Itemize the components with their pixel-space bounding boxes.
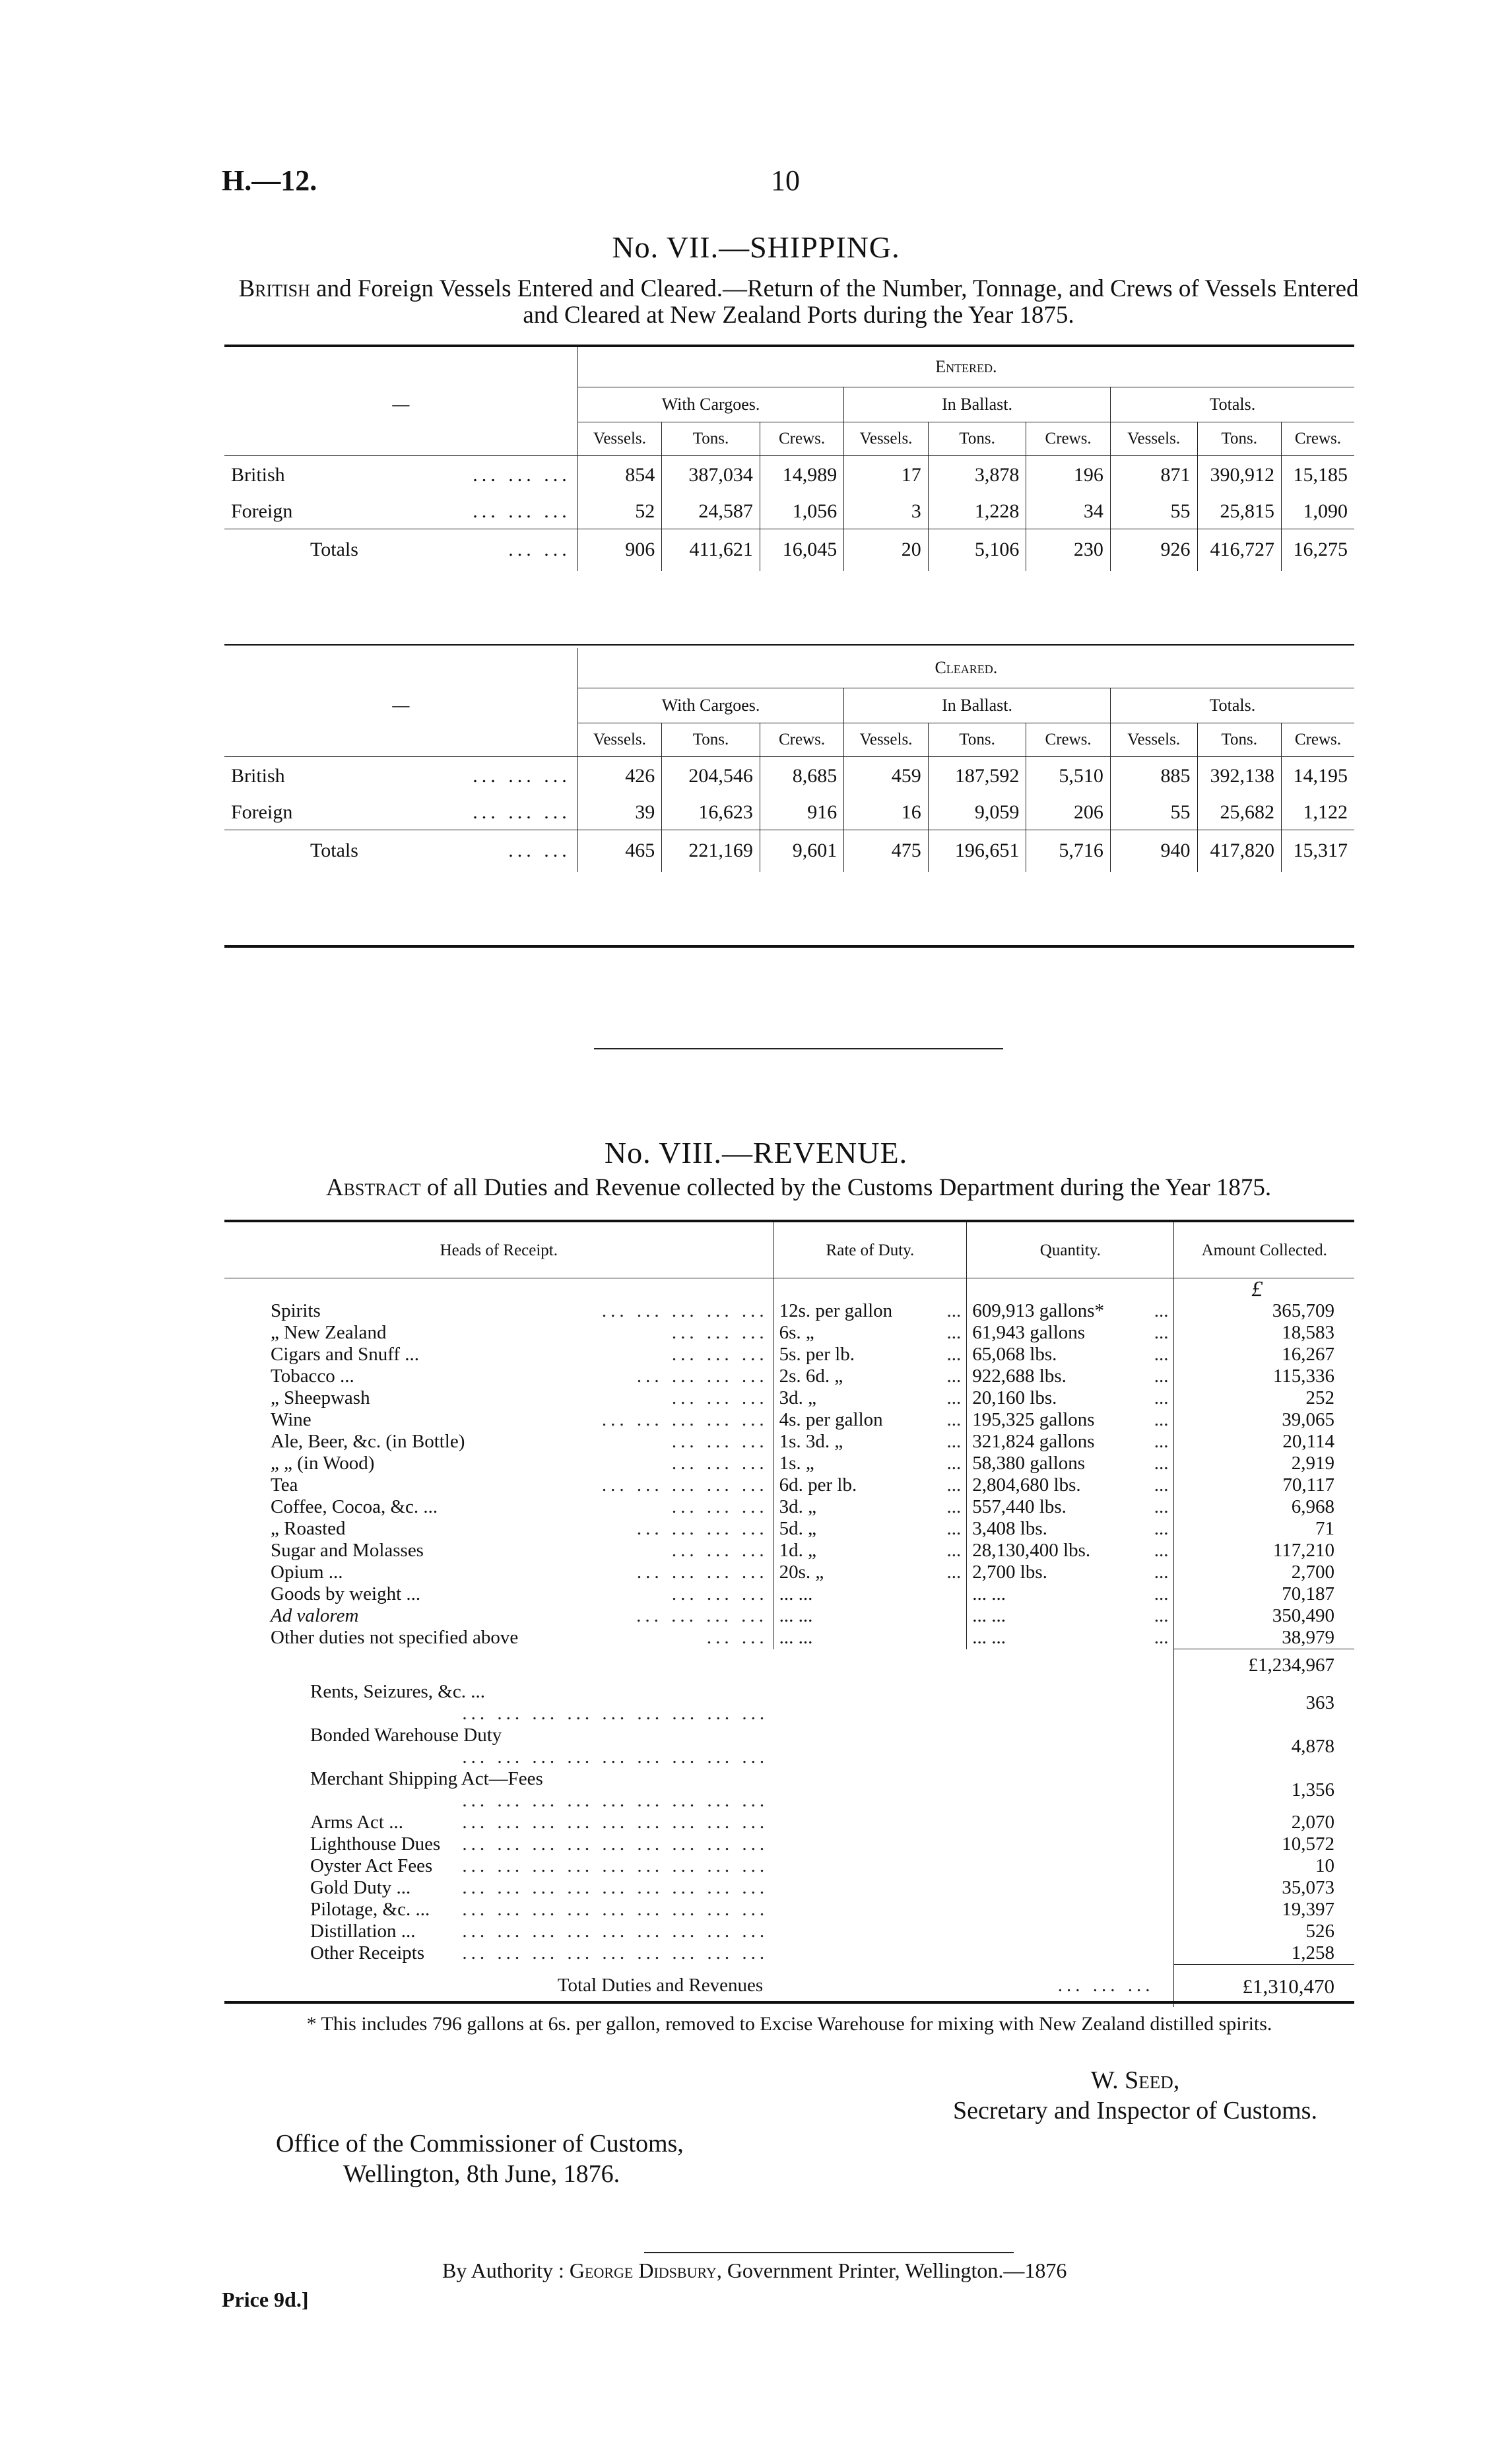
entered-col-vessels: Vessels. <box>577 422 661 456</box>
head-of-receipt: „ Sheepwash ... ... ... <box>271 1387 768 1408</box>
cell: 940 <box>1110 830 1197 872</box>
cell: 1,056 <box>760 494 843 529</box>
cleared-top-rule <box>224 644 1354 646</box>
cell: 206 <box>1026 795 1110 830</box>
head-of-receipt: Tea ... ... ... ... ... <box>271 1474 768 1496</box>
cleared-col-tons: Tons. <box>662 723 760 757</box>
amount-collected: 10,572 <box>1174 1833 1354 1855</box>
cell: 25,682 <box>1197 795 1281 830</box>
cell: 390,912 <box>1197 456 1281 494</box>
subtotal-row <box>224 1649 1354 1682</box>
cell: 5,106 <box>928 529 1026 571</box>
cell: 15,185 <box>1281 456 1354 494</box>
shipping-subtitle-rest: and Foreign Vessels Entered and Cleared.—Return of the Number, Tonnage, and Crews of Vessels Entered and Cleared at New Zealand Ports during the Year 1875. <box>310 275 1359 329</box>
row-label: Totals ... ... <box>310 840 571 862</box>
amount-collected: 70,187 <box>1174 1583 1354 1605</box>
amount-collected: 35,073 <box>1174 1877 1354 1899</box>
cell: 16,275 <box>1281 529 1354 571</box>
head-of-receipt: Distillation ... ... ... ... ... ... ... ... ... ... <box>310 1921 769 1942</box>
amount-collected: 19,397 <box>1174 1899 1354 1921</box>
duty-row <box>224 1496 1354 1518</box>
cell: 416,727 <box>1197 529 1281 571</box>
shipping-subtitle <box>224 276 1373 329</box>
cleared-dash: — <box>392 696 410 715</box>
quantity: 2,700 lbs. ... <box>967 1562 1174 1583</box>
revenue-subtitle-lead: Abstract <box>325 1174 421 1201</box>
cleared-row-totals <box>224 830 1354 872</box>
other-receipt-row <box>224 1833 1354 1855</box>
amount-collected: 2,700 <box>1174 1562 1354 1583</box>
cleared-group-cargo: With Cargoes. <box>577 688 844 723</box>
duty-rows <box>224 1300 1354 1649</box>
office-line2: Wellington, 8th June, 1876. <box>343 2160 620 2188</box>
revenue-header-row <box>224 1222 1354 1278</box>
cell: 39 <box>577 795 661 830</box>
quantity: 20,160 lbs. ... <box>967 1387 1174 1409</box>
cell: 3 <box>844 494 928 529</box>
rate-of-duty: 5s. per lb. ... <box>773 1344 967 1366</box>
cleared-corner <box>224 648 577 688</box>
col-heads-of-receipt: Heads of Receipt. <box>224 1222 773 1278</box>
revenue-subtitle <box>224 1175 1373 1201</box>
entered-col-tons: Tons. <box>1197 422 1281 456</box>
cleared-colhead-blank <box>224 723 577 757</box>
pound-symbol: £ <box>1174 1278 1354 1301</box>
row-label: Totals ... ... <box>310 539 571 561</box>
head-of-receipt: Opium ... ... ... ... ... <box>271 1562 768 1583</box>
cell: 926 <box>1110 529 1197 571</box>
entered-col-vessels: Vessels. <box>844 422 928 456</box>
cleared-group-totals: Totals. <box>1110 688 1354 723</box>
entered-col-crews: Crews. <box>1281 422 1354 456</box>
entered-group-ballast: In Ballast. <box>844 387 1111 422</box>
rate-of-duty: 3d. „ ... <box>773 1496 967 1518</box>
duty-row <box>224 1627 1354 1649</box>
cleared-col-crews: Crews. <box>1281 723 1354 757</box>
duty-row <box>224 1562 1354 1583</box>
shipping-subtitle-lead: British <box>238 275 310 302</box>
document-code: H.—12. <box>222 164 317 197</box>
cell: 392,138 <box>1197 757 1281 795</box>
blank <box>967 1278 1174 1301</box>
cell: 16 <box>844 795 928 830</box>
cell: 9,059 <box>928 795 1026 830</box>
quantity: 557,440 lbs. ... <box>967 1496 1174 1518</box>
cell: 16,623 <box>662 795 760 830</box>
cleared-col-crews: Crews. <box>760 723 843 757</box>
blank <box>773 1899 1174 1921</box>
head-of-receipt: Sugar and Molasses ... ... ... <box>271 1540 768 1561</box>
amount-collected: 71 <box>1174 1518 1354 1540</box>
amount-collected: 70,117 <box>1174 1474 1354 1496</box>
rate-of-duty: 1d. „ ... <box>773 1540 967 1562</box>
blank <box>224 1649 773 1682</box>
amount-collected: 365,709 <box>1174 1300 1354 1322</box>
cleared-col-vessels: Vessels. <box>577 723 661 757</box>
rate-of-duty: ... ... <box>773 1627 967 1649</box>
duty-row <box>224 1453 1354 1474</box>
cell: 1,090 <box>1281 494 1354 529</box>
other-receipt-row <box>224 1877 1354 1899</box>
subtotal-amount: £1,234,967 <box>1174 1649 1354 1682</box>
amount-collected: 350,490 <box>1174 1605 1354 1627</box>
head-of-receipt: Other Receipts ... ... ... ... ... ... ... ... ... <box>310 1942 769 1964</box>
cleared-label: Cleared. <box>577 648 1354 688</box>
page-number: 10 <box>771 164 800 197</box>
cell: 204,546 <box>662 757 760 795</box>
other-receipt-row <box>224 1681 1354 1725</box>
quantity: 58,380 gallons ... <box>967 1453 1174 1474</box>
row-label: Foreign ... ... ... <box>224 494 577 529</box>
duty-row <box>224 1366 1354 1387</box>
duty-row <box>224 1474 1354 1496</box>
row-label: British ... ... ... <box>231 463 571 486</box>
imprint: By Authority : George Didsbury, Government Printer, Wellington.—1876 <box>442 2259 1067 2282</box>
head-of-receipt: Lighthouse Dues ... ... ... ... ... ... ... ... ... <box>310 1833 769 1855</box>
amount-collected: 38,979 <box>1174 1627 1354 1649</box>
cell: 3,878 <box>928 456 1026 494</box>
head-of-receipt: Ad valorem ... ... ... ... <box>271 1605 768 1626</box>
blank <box>773 1942 1174 1965</box>
office-line1: Office of the Commissioner of Customs, <box>276 2130 684 2158</box>
quantity: ... ... ... <box>967 1627 1174 1649</box>
cell: 196,651 <box>928 830 1026 872</box>
blank <box>773 1833 1174 1855</box>
price: Price 9d.] <box>222 2288 309 2311</box>
quantity: ... ... ... <box>967 1605 1174 1627</box>
head-of-receipt: Wine ... ... ... ... ... <box>271 1409 768 1430</box>
duty-row <box>224 1583 1354 1605</box>
duty-row <box>224 1300 1354 1322</box>
rate-of-duty: 3d. „ ... <box>773 1387 967 1409</box>
blank <box>773 1725 1174 1768</box>
amount-collected: 4,878 <box>1174 1725 1354 1768</box>
head-of-receipt: Other duties not specified above ... ... <box>271 1627 768 1649</box>
cell: 16,045 <box>760 529 843 571</box>
pound-row <box>224 1278 1354 1301</box>
footnote: * This includes 796 gallons at 6s. per gallon, removed to Excise Warehouse for mixing with New Zealand distilled spirits. <box>306 2013 1272 2035</box>
entered-colhead-blank <box>224 422 577 456</box>
head-of-receipt: „ „ (in Wood) ... ... ... <box>271 1453 768 1474</box>
cell: 417,820 <box>1197 830 1281 872</box>
rate-of-duty: 1s. „ ... <box>773 1453 967 1474</box>
head-of-receipt: Merchant Shipping Act—Fees ... ... ... ... ... ... ... ... ... <box>310 1768 769 1811</box>
amount-collected: 1,356 <box>1174 1768 1354 1812</box>
amount-collected: 2,919 <box>1174 1453 1354 1474</box>
quantity: ... ... ... <box>967 1583 1174 1605</box>
row-label: Foreign ... ... ... <box>224 795 577 830</box>
cleared-table <box>224 648 1354 872</box>
cleared-col-vessels: Vessels. <box>1110 723 1197 757</box>
amount-collected: 10 <box>1174 1855 1354 1877</box>
col-rate-of-duty: Rate of Duty. <box>773 1222 967 1278</box>
row-label: British ... ... ... <box>231 764 571 787</box>
cell: 411,621 <box>662 529 760 571</box>
duty-row <box>224 1344 1354 1366</box>
entered-table <box>224 347 1354 571</box>
cell: 5,510 <box>1026 757 1110 795</box>
entered-group-cargo: With Cargoes. <box>577 387 844 422</box>
quantity: 922,688 lbs. ... <box>967 1366 1174 1387</box>
entered-col-tons: Tons. <box>928 422 1026 456</box>
cell: 885 <box>1110 757 1197 795</box>
quantity: 321,824 gallons ... <box>967 1431 1174 1453</box>
quantity: 609,913 gallons* ... <box>967 1300 1174 1322</box>
cell: 387,034 <box>662 456 760 494</box>
quantity: 2,804,680 lbs. ... <box>967 1474 1174 1496</box>
entered-row-british <box>224 456 1354 494</box>
col-amount-collected: Amount Collected. <box>1174 1222 1354 1278</box>
rate-of-duty: 5d. „ ... <box>773 1518 967 1540</box>
rate-of-duty: 6d. per lb. ... <box>773 1474 967 1496</box>
quantity: 195,325 gallons ... <box>967 1409 1174 1431</box>
cell: 8,685 <box>760 757 843 795</box>
shipping-title: No. VII.—SHIPPING. <box>612 230 900 264</box>
head-of-receipt: Coffee, Cocoa, &c. ... ... ... ... <box>271 1496 768 1517</box>
amount-collected: 18,583 <box>1174 1322 1354 1344</box>
entered-label: Entered. <box>577 347 1354 387</box>
shipping-bottom-rule <box>224 945 1354 948</box>
cell: 916 <box>760 795 843 830</box>
rate-of-duty: 2s. 6d. „ ... <box>773 1366 967 1387</box>
duty-row <box>224 1518 1354 1540</box>
amount-collected: 6,968 <box>1174 1496 1354 1518</box>
rate-of-duty: ... ... <box>773 1583 967 1605</box>
other-receipt-row <box>224 1942 1354 1965</box>
cell: 17 <box>844 456 928 494</box>
cell: 871 <box>1110 456 1197 494</box>
quantity: 28,130,400 lbs. ... <box>967 1540 1174 1562</box>
revenue-title: No. VIII.—REVENUE. <box>604 1136 908 1170</box>
imprint-rule <box>644 2252 1014 2253</box>
cell: 426 <box>577 757 661 795</box>
cell: 1,122 <box>1281 795 1354 830</box>
head-of-receipt: Gold Duty ... ... ... ... ... ... ... ... ... ... <box>310 1877 769 1898</box>
other-receipt-row <box>224 1899 1354 1921</box>
cleared-group-ballast: In Ballast. <box>844 688 1111 723</box>
cell: 459 <box>844 757 928 795</box>
head-of-receipt: Ale, Beer, &c. (in Bottle) ... ... ... <box>271 1431 768 1452</box>
blank <box>773 1649 1174 1682</box>
head-of-receipt: Cigars and Snuff ... ... ... ... <box>271 1344 768 1365</box>
cell: 25,815 <box>1197 494 1281 529</box>
section-separator <box>594 1048 1003 1049</box>
cleared-row-foreign <box>224 795 1354 830</box>
amount-collected: 1,258 <box>1174 1942 1354 1965</box>
other-receipt-row <box>224 1812 1354 1833</box>
total-label: Total Duties and Revenues <box>557 1975 764 1996</box>
blank <box>773 1921 1174 1942</box>
other-receipt-row <box>224 1768 1354 1812</box>
head-of-receipt: „ Roasted ... ... ... ... <box>271 1518 768 1539</box>
cell: 465 <box>577 830 661 872</box>
cleared-col-crews: Crews. <box>1026 723 1110 757</box>
rate-of-duty: 1s. 3d. „ ... <box>773 1431 967 1453</box>
signatory-title: Secretary and Inspector of Customs. <box>953 2097 1317 2125</box>
cell: 52 <box>577 494 661 529</box>
other-receipt-row <box>224 1725 1354 1768</box>
other-rows <box>224 1681 1354 1965</box>
entered-col-crews: Crews. <box>1026 422 1110 456</box>
cell: 14,989 <box>760 456 843 494</box>
duty-row <box>224 1431 1354 1453</box>
blank <box>773 1768 1174 1812</box>
amount-collected: 39,065 <box>1174 1409 1354 1431</box>
cell: 221,169 <box>662 830 760 872</box>
head-of-receipt: Pilotage, &c. ... ... ... ... ... ... ... ... ... ... <box>310 1899 769 1920</box>
rate-of-duty: ... ... <box>773 1605 967 1627</box>
rate-of-duty: 20s. „ ... <box>773 1562 967 1583</box>
other-receipt-row <box>224 1921 1354 1942</box>
cell: 906 <box>577 529 661 571</box>
entered-col-vessels: Vessels. <box>1110 422 1197 456</box>
cleared-col-tons: Tons. <box>1197 723 1281 757</box>
total-dots: ... ... ... <box>1057 1975 1154 1996</box>
revenue-bottom-rule <box>224 2001 1354 2004</box>
amount-collected: 16,267 <box>1174 1344 1354 1366</box>
entered-corner <box>224 347 577 387</box>
duty-row <box>224 1540 1354 1562</box>
entered-dash: — <box>392 395 410 414</box>
amount-collected: 526 <box>1174 1921 1354 1942</box>
total-amount: £1,310,470 <box>1174 1965 1354 2008</box>
cell: 1,228 <box>928 494 1026 529</box>
cell: 475 <box>844 830 928 872</box>
entered-row-totals <box>224 529 1354 571</box>
amount-collected: 20,114 <box>1174 1431 1354 1453</box>
entered-col-crews: Crews. <box>760 422 843 456</box>
duty-row <box>224 1322 1354 1344</box>
duty-row <box>224 1605 1354 1627</box>
blank <box>773 1877 1174 1899</box>
rate-of-duty: 12s. per gallon ... <box>773 1300 967 1322</box>
cell: 20 <box>844 529 928 571</box>
head-of-receipt: Arms Act ... ... ... ... ... ... ... ... ... ... <box>310 1812 769 1833</box>
quantity: 3,408 lbs. ... <box>967 1518 1174 1540</box>
entered-col-tons: Tons. <box>662 422 760 456</box>
cleared-col-tons: Tons. <box>928 723 1026 757</box>
head-of-receipt: Tobacco ... ... ... ... ... <box>271 1366 768 1387</box>
cell: 55 <box>1110 795 1197 830</box>
revenue-subtitle-rest: of all Duties and Revenue collected by the Customs Department during the Year 1875. <box>420 1174 1272 1201</box>
head-of-receipt: Rents, Seizures, &c. ... ... ... ... ... ... ... ... ... ... <box>310 1681 769 1724</box>
rate-of-duty: 4s. per gallon ... <box>773 1409 967 1431</box>
other-receipt-row <box>224 1855 1354 1877</box>
blank <box>773 1855 1174 1877</box>
blank <box>773 1812 1174 1833</box>
blank <box>773 1681 1174 1725</box>
blank <box>773 1278 967 1301</box>
cell: 24,587 <box>662 494 760 529</box>
quantity: 65,068 lbs. ... <box>967 1344 1174 1366</box>
amount-collected: 363 <box>1174 1681 1354 1725</box>
amount-collected: 2,070 <box>1174 1812 1354 1833</box>
head-of-receipt: „ New Zealand ... ... ... <box>271 1322 768 1343</box>
blank <box>224 1278 773 1301</box>
cell: 187,592 <box>928 757 1026 795</box>
cell: 14,195 <box>1281 757 1354 795</box>
head-of-receipt: Oyster Act Fees ... ... ... ... ... ... ... ... ... <box>310 1855 769 1876</box>
cell: 230 <box>1026 529 1110 571</box>
cell: 9,601 <box>760 830 843 872</box>
rate-of-duty: 6s. „ ... <box>773 1322 967 1344</box>
quantity: 61,943 gallons ... <box>967 1322 1174 1344</box>
entered-group-totals: Totals. <box>1110 387 1354 422</box>
duty-row <box>224 1387 1354 1409</box>
cell: 15,317 <box>1281 830 1354 872</box>
cell: 854 <box>577 456 661 494</box>
cell: 5,716 <box>1026 830 1110 872</box>
head-of-receipt: Spirits ... ... ... ... ... <box>271 1300 768 1321</box>
amount-collected: 117,210 <box>1174 1540 1354 1562</box>
cleared-col-vessels: Vessels. <box>844 723 928 757</box>
cleared-row-british <box>224 757 1354 795</box>
head-of-receipt: Bonded Warehouse Duty ... ... ... ... ... ... ... ... ... <box>310 1725 769 1767</box>
revenue-table <box>224 1222 1354 2007</box>
cell: 34 <box>1026 494 1110 529</box>
amount-collected: 252 <box>1174 1387 1354 1409</box>
signatory-name: W. Seed, <box>1090 2066 1180 2094</box>
duty-row <box>224 1409 1354 1431</box>
head-of-receipt: Goods by weight ... ... ... ... <box>271 1583 768 1604</box>
entered-row-foreign <box>224 494 1354 529</box>
cell: 55 <box>1110 494 1197 529</box>
amount-collected: 115,336 <box>1174 1366 1354 1387</box>
cell: 196 <box>1026 456 1110 494</box>
col-quantity: Quantity. <box>967 1222 1174 1278</box>
